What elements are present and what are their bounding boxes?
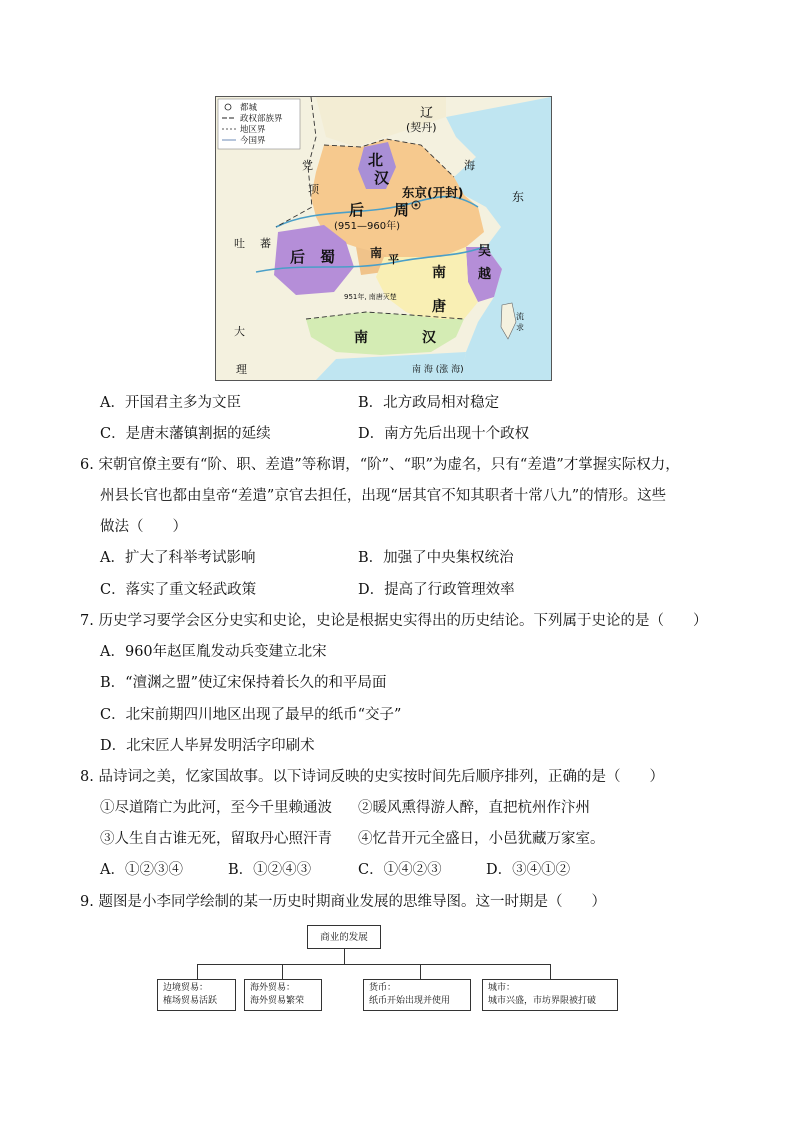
- mindmap-node-currency: [363, 979, 471, 1011]
- mindmap-root: 商业的发展: [307, 925, 381, 949]
- map-svg: [216, 97, 551, 380]
- label-wuyue-2: 越: [478, 267, 492, 282]
- label-hai: 海: [464, 159, 475, 172]
- q8-poem-1: ①尽道隋亡为此河，至今千里赖通波: [100, 800, 332, 816]
- node-overseas-trade-title: 海外贸易：: [250, 983, 296, 993]
- mindmap-node-city: [482, 979, 618, 1011]
- q6-option-a: A．扩大了科举考试影响: [100, 550, 256, 566]
- mindmap-connector-4: [550, 964, 551, 979]
- q8-poem-3: ③人生自古谁无死，留取丹心照汗青: [100, 831, 332, 847]
- q5-option-c: C．是唐末藩镇割据的延续: [100, 426, 271, 442]
- label-liao: 辽: [420, 106, 434, 121]
- label-dang: 党: [302, 159, 313, 172]
- label-dong: 东: [512, 190, 525, 204]
- q7-option-a: A．960年赵匡胤发动兵变建立北宋: [100, 644, 327, 660]
- label-dali-1: 大: [234, 325, 245, 338]
- legend-region: 地区界: [240, 125, 266, 135]
- label-nanping-2: 平: [388, 253, 399, 266]
- q6-stem-line-2: 州县长官也都由皇帝“差遣”京官去担任，出现“居其官不知其职者十常八九”的情形。这些: [100, 488, 667, 504]
- q8-option-a: A．①②③④: [100, 862, 183, 878]
- mindmap-connector-root: [344, 949, 345, 964]
- q6-stem-line-3: 做法（ ）: [100, 519, 187, 535]
- label-note: 951年, 南唐灭楚: [344, 293, 397, 301]
- node-currency-title: 货币：: [369, 983, 397, 993]
- node-city-title: 城市：: [488, 983, 516, 993]
- q8-option-b: B．①②④③: [228, 862, 312, 878]
- label-nanhai: 南 海 (涨 海): [412, 365, 464, 375]
- label-dongjing: 东京(开封): [402, 185, 464, 200]
- label-liuqiu-1: 流: [516, 312, 524, 321]
- label-nantang-1: 南: [432, 265, 446, 281]
- mindmap-node-border-trade: [157, 979, 236, 1011]
- label-houshu-1: 后: [290, 248, 306, 266]
- q7-option-c: C．北宋前期四川地区出现了最早的纸币“交子”: [100, 707, 402, 723]
- mindmap-node-overseas-trade: [244, 979, 322, 1011]
- label-beihan-1: 北: [368, 151, 384, 169]
- mindmap-connector-3: [420, 964, 421, 979]
- q8-poem-2: ②暖风熏得游人醉，直把杭州作汴州: [358, 800, 590, 816]
- label-nantang-2: 唐: [432, 299, 446, 315]
- q8-stem: 8. 品诗词之美，忆家国故事。以下诗词反映的史实按时间先后顺序排列，正确的是（ ）: [80, 769, 664, 785]
- label-years: (951—960年): [334, 221, 400, 232]
- q5-option-b: B．北方政局相对稳定: [358, 395, 500, 411]
- label-dali-2: 理: [236, 363, 247, 376]
- legend-capital: 都城: [240, 103, 258, 113]
- node-overseas-trade-detail: 海外贸易繁荣: [250, 996, 305, 1006]
- q8-option-c: C．①④②③: [358, 862, 442, 878]
- historical-map: [215, 96, 552, 381]
- label-nanping-1: 南: [370, 246, 383, 260]
- node-city-detail: 城市兴盛，市坊界限被打破: [488, 996, 597, 1006]
- node-border-trade-detail: 榷场贸易活跃: [163, 996, 218, 1006]
- q9-stem: 9. 题图是小李同学绘制的某一历史时期商业发展的思维导图。这一时期是（ ）: [80, 894, 606, 910]
- q7-option-d: D．北宋匠人毕昇发明活字印刷术: [100, 738, 315, 754]
- legend-modern: 今国界: [240, 136, 266, 146]
- node-currency-detail: 纸币开始出现并使用: [369, 996, 451, 1006]
- label-nanhan-1: 南: [354, 330, 368, 346]
- label-beihan-2: 汉: [374, 169, 390, 187]
- q7-option-b: B．“澶渊之盟”使辽宋保持着长久的和平局面: [100, 675, 387, 691]
- node-border-trade-title: 边境贸易：: [163, 983, 209, 993]
- label-wuyue-1: 吴: [478, 244, 492, 259]
- label-liuqiu-2: 求: [516, 323, 524, 332]
- label-zhou: 周: [394, 201, 410, 219]
- q6-option-b: B．加强了中央集权统治: [358, 550, 514, 566]
- label-hou: 后: [349, 201, 365, 219]
- q6-option-c: C．落实了重文轻武政策: [100, 582, 257, 598]
- mindmap-connector-2: [282, 964, 283, 979]
- mindmap-connector-bar: [197, 964, 550, 965]
- label-xiang: 项: [308, 183, 319, 196]
- q6-stem-line-1: 6. 宋朝官僚主要有“阶、职、差遣”等称谓，“阶”、“职”为虚名，只有“差遣”才掌握实际权力，: [80, 457, 680, 473]
- label-houshu-2: 蜀: [320, 248, 336, 266]
- q5-option-d: D．南方先后出现十个政权: [358, 426, 530, 442]
- label-nanhan-2: 汉: [422, 330, 436, 346]
- legend-regime: 政权部族界: [240, 114, 283, 124]
- label-tubo-1: 吐: [234, 237, 245, 250]
- mindmap-connector-1: [197, 964, 198, 979]
- q8-poem-4: ④忆昔开元全盛日，小邑犹藏万家室。: [358, 831, 605, 847]
- q7-stem: 7. 历史学习要学会区分史实和史论，史论是根据史实得出的历史结论。下列属于史论的是（ ）: [80, 613, 708, 629]
- q5-option-a: A．开国君主多为文臣: [100, 395, 241, 411]
- capital-dot: [415, 204, 418, 207]
- q6-option-d: D．提高了行政管理效率: [358, 582, 515, 598]
- label-qidan: (契丹): [406, 121, 437, 134]
- q8-option-d: D．③④①②: [486, 862, 571, 878]
- label-tubo-2: 蕃: [260, 237, 271, 250]
